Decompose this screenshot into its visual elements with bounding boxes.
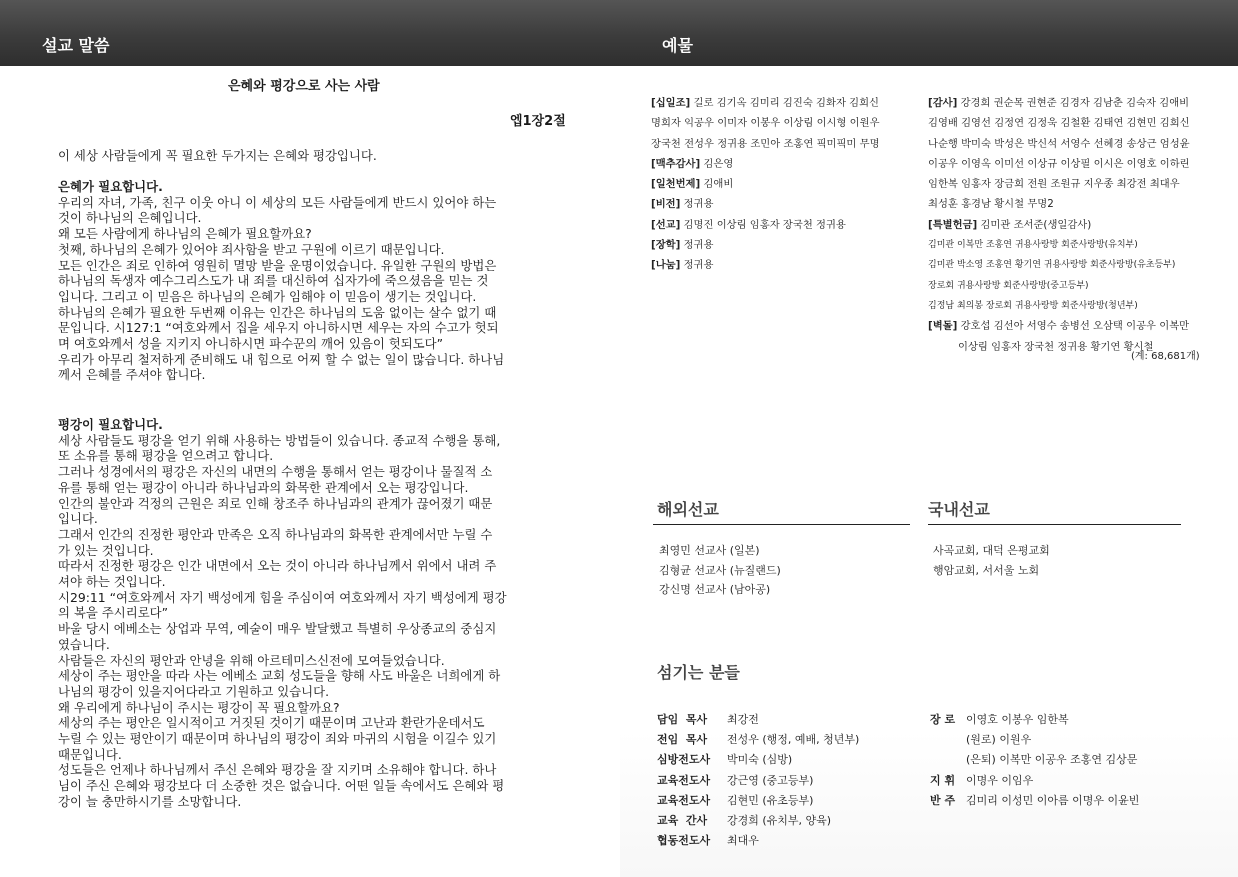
offerings-left-list — [651, 93, 880, 276]
offering-names: 명희자 익공우 이미자 이봉우 이상림 이시형 이원우 — [651, 117, 880, 130]
peace-heading: 평강이 필요합니다. — [58, 417, 163, 432]
staff-row — [657, 811, 859, 831]
offering-names: 최성훈 홍경남 황시철 무명2 — [928, 198, 1054, 211]
peace-line: 그러나 성경에서의 평강은 자신의 내면의 수행을 통해서 얻는 평강이나 물질적 소 — [58, 464, 493, 480]
offering-line — [651, 174, 880, 194]
staff-name: 강경희 (유치부, 양육) — [727, 814, 832, 828]
offering-names: 임한복 임홍자 장금희 전원 조원규 지우종 최강전 최대우 — [928, 178, 1180, 191]
staff-name: 김미리 이성민 이아름 이명우 이윤빈 — [966, 793, 1140, 807]
offerings-total: (계: 68,681개) — [1131, 351, 1200, 362]
staff-row — [657, 831, 859, 851]
staff-row — [657, 730, 859, 750]
grace-line: 첫째, 하나님의 은혜가 있어야 죄사함을 받고 구원에 이르기 때문입니다. — [58, 241, 445, 257]
staff-right-list — [930, 710, 1139, 811]
offering-names: 김영배 김영선 김정연 김정욱 김철환 김태연 김현민 김희신 — [928, 117, 1190, 130]
staff-row — [657, 750, 859, 770]
staff-row — [930, 710, 1139, 730]
offering-line — [651, 134, 880, 154]
staff-name: 전성우 (행정, 예배, 청년부) — [727, 733, 860, 747]
offering-line — [928, 296, 1190, 316]
offering-category: [장학] — [651, 239, 681, 252]
staff-role: 담임 목사 — [657, 713, 708, 726]
offering-line — [651, 154, 880, 174]
offering-line — [651, 215, 880, 235]
staff-role: 교육 간사 — [657, 814, 708, 828]
missionary-item: 강신명 선교사 (남아공) — [659, 583, 771, 596]
grace-line: 우리가 아무리 철저하게 준비해도 내 힘으로 어찌 할 수 없는 일이 많습니다. 하나님 — [58, 351, 505, 367]
grace-line: 문입니다. 시127:1 “여호와께서 집을 세우지 아니하시면 세우는 자의 수고가 헛되 — [58, 320, 499, 336]
grace-line: 입니다. 그리고 이 믿음은 하나님의 은혜가 임해야 이 믿음이 생기는 것입니다. — [58, 288, 477, 304]
grace-line: 하나님의 은혜가 필요한 두번째 이유는 인간은 하나님의 도움 없이는 살수 없기 때 — [58, 304, 497, 320]
offering-category: [벽돌] — [928, 320, 958, 333]
domestic-mission-list — [933, 541, 1050, 580]
offering-line — [651, 255, 880, 275]
peace-line: 또 소유를 통해 평강을 얻으려고 합니다. — [58, 448, 274, 464]
offering-names: 장국천 전성우 정귀용 조민아 조홍연 픽미픽미 무명 — [651, 137, 880, 150]
peace-line: 입니다. — [58, 511, 98, 527]
offering-category: [선교] — [651, 218, 681, 231]
staff-role: 교육전도사 — [657, 793, 711, 807]
peace-line: 누릴 수 있는 평안이기 때문이며 하나님의 평강이 죄와 마귀의 시험을 이길수 있기 — [58, 731, 497, 747]
offering-category: [십일조] — [651, 97, 691, 109]
peace-line: 였습니다. — [58, 636, 110, 652]
mission-church-item: 행암교회, 서서울 노회 — [933, 563, 1040, 577]
offering-category: [맥추감사] — [651, 157, 701, 170]
offering-names: 김명진 이상림 임홍자 장국천 정귀용 — [680, 218, 846, 231]
offering-line — [651, 194, 880, 214]
offering-names: 강호섭 김선아 서영수 송병선 오삼택 이공우 이복만 — [957, 320, 1190, 333]
offering-category: [비전] — [651, 198, 681, 211]
peace-line: 셔야 하는 것입니다. — [58, 574, 166, 590]
offering-line — [928, 316, 1190, 336]
staff-name: 강근영 (중고등부) — [727, 773, 814, 787]
peace-line: 강이 늘 충만하시기를 소망합니다. — [58, 793, 242, 809]
divider — [928, 524, 1181, 525]
divider — [653, 524, 910, 525]
scripture-reference: 엡1장2절 — [510, 114, 566, 129]
domestic-mission-title: 국내선교 — [928, 500, 990, 519]
grace-line: 하나님의 독생자 예수그리스도가 내 죄를 대신하여 십자가에 죽으셨음을 믿는 것 — [58, 273, 489, 289]
offerings-right-list — [928, 93, 1190, 357]
peace-line: 가 있는 것입니다. — [58, 542, 154, 558]
staff-left-list — [657, 710, 859, 851]
grace-line: 며 여호와께서 성을 지키지 아니하시면 파수꾼의 깨어 있음이 헛되도다” — [58, 336, 444, 352]
offering-names: 정귀용 — [680, 259, 714, 272]
grace-line: 우리의 자녀, 가족, 친구 이웃 아니 이 세상의 모든 사람들에게 반드시 있어야 하는 — [58, 194, 497, 210]
staff-row — [930, 730, 1139, 750]
peace-line: 그래서 인간의 진정한 평안과 만족은 오직 하나님과의 화목한 관계에서만 누릴 수 — [58, 526, 493, 542]
staff-name: (은퇴) 이복만 이공우 조홍연 김상문 — [966, 753, 1138, 767]
grace-line: 모든 인간은 죄로 인하여 영원히 멸망 받을 운명이었습니다. 유일한 구원의 방법은 — [58, 257, 497, 273]
grace-line: 왜 모든 사람에게 하나님의 은혜가 필요할까요? — [58, 226, 312, 242]
grace-line: 께서 은혜를 주셔야 합니다. — [58, 367, 206, 383]
offering-line — [928, 134, 1190, 154]
offering-line — [651, 113, 880, 133]
staff-role: 교육전도사 — [657, 773, 711, 787]
staff-role: 전임 목사 — [657, 733, 708, 747]
sermon-intro: 이 세상 사람들에게 꼭 필요한 두가지는 은혜와 평강입니다. — [58, 148, 377, 163]
peace-line: 의 복을 주시리로다” — [58, 605, 169, 621]
grace-section — [58, 179, 572, 383]
peace-line: 바울 당시 에베소는 상업과 무역, 예술이 매우 발달했고 특별히 우상종교의 중심지 — [58, 621, 497, 637]
staff-row — [930, 750, 1139, 770]
staff-name: 최대우 — [727, 834, 759, 848]
peace-line: 세상의 주는 평안은 일시적이고 거짓된 것이기 때문이며 고난과 환란가운데서도 — [58, 715, 485, 731]
overseas-mission-list — [659, 541, 781, 600]
offering-line — [928, 154, 1190, 174]
staff-name: (원로) 이원우 — [966, 733, 1032, 747]
offering-line — [928, 255, 1190, 275]
staff-row — [930, 791, 1139, 811]
staff-name: 이영호 이봉우 임한복 — [966, 713, 1069, 726]
offering-line — [928, 194, 1190, 214]
missionary-item: 김형균 선교사 (뉴질랜드) — [659, 563, 781, 577]
sermon-section-title: 설교 말씀 — [42, 36, 110, 55]
offering-names: 정귀용 — [680, 198, 714, 211]
staff-name: 최강전 — [727, 713, 759, 726]
offering-names: 김정남 최의봉 장로회 귀용사랑방 회준사랑방(청년부) — [928, 300, 1138, 311]
offering-line — [928, 174, 1190, 194]
peace-line: 유를 통해 얻는 평강이 아니라 하나님과의 화목한 관계에서 오는 평강입니다. — [58, 479, 469, 495]
staff-row — [930, 771, 1139, 791]
offering-line — [928, 215, 1190, 235]
offering-names: 김애비 — [700, 178, 734, 191]
offering-category: [일천번제] — [651, 178, 701, 191]
offering-category: [감사] — [928, 97, 958, 109]
staff-row — [657, 771, 859, 791]
header-bar — [0, 0, 1238, 66]
staff-name: 이명우 이임우 — [966, 773, 1034, 787]
staff-row — [657, 791, 859, 811]
peace-line: 세상 사람들도 평강을 얻기 위해 사용하는 방법들이 있습니다. 종교적 수행을 통해, — [58, 432, 501, 448]
staff-role: 장 로 — [930, 713, 956, 726]
staff-row — [657, 710, 859, 730]
overseas-mission-title: 해외선교 — [657, 500, 719, 519]
peace-line: 나님의 평강이 있을지어다라고 기원하고 있습니다. — [58, 683, 330, 699]
staff-title: 섬기는 분들 — [657, 663, 740, 682]
peace-line: 세상이 주는 평안을 따라 사는 에베소 교회 성도들을 향해 사도 바울은 너희에게 하 — [58, 668, 501, 684]
offering-names: 김은영 — [700, 157, 734, 170]
offering-names: 김미관 박소영 조홍연 황기연 귀용사랑방 회준사랑방(유초등부) — [928, 260, 1176, 271]
peace-line: 따라서 진정한 평강은 인간 내면에서 오는 것이 아니라 하나님께서 위에서 내려 주 — [58, 558, 497, 574]
staff-role: 협동전도사 — [657, 834, 711, 848]
staff-role: 지 휘 — [930, 773, 956, 787]
staff-role: 반 주 — [930, 793, 956, 807]
peace-line: 님이 주신 은혜와 평강보다 더 소중한 것은 없습니다. 어떤 일들 속에서도 은혜와 평 — [58, 778, 505, 794]
offering-names: 나순행 박미숙 박성은 박신석 서영수 선혜경 송상근 엄성윤 — [928, 137, 1190, 150]
staff-role: 심방전도사 — [657, 753, 711, 767]
offering-names: 이공우 이영옥 이미선 이상규 이상필 이시은 이영호 이하린 — [928, 157, 1190, 170]
offering-names: 김미관 이복만 조홍연 귀용사랑방 회준사랑방(유치부) — [928, 240, 1138, 251]
offering-line — [928, 113, 1190, 133]
staff-name: 박미숙 (심방) — [727, 753, 793, 767]
offering-category: [특별헌금] — [928, 218, 978, 231]
offering-names: 김미관 조서준(생일감사) — [977, 218, 1092, 231]
peace-line: 인간의 불안과 걱정의 근원은 죄로 인해 창조주 하나님과의 관계가 끊어졌기 때문 — [58, 495, 493, 511]
grace-line: 것이 하나님의 은혜입니다. — [58, 210, 202, 226]
peace-line: 왜 우리에게 하나님이 주시는 평강이 꼭 필요할까요? — [58, 699, 340, 715]
peace-section — [58, 417, 572, 810]
offering-names: 이상림 임홍자 장국천 정귀용 황기연 황시철 — [958, 340, 1154, 353]
peace-line: 시29:11 “여호와께서 자기 백성에게 힘을 주심이여 여호와께서 자기 백성에게 평강 — [58, 589, 507, 605]
offering-section-title: 예물 — [662, 36, 693, 55]
offering-names: 정귀용 — [680, 239, 714, 252]
offering-names: 강경희 권순목 권현준 김경자 김남춘 김숙자 김애비 — [957, 97, 1190, 109]
peace-line: 성도들은 언제나 하나님께서 주신 은혜와 평강을 잘 지키며 소유해야 합니다. 하나 — [58, 762, 497, 778]
missionary-item: 최영민 선교사 (일본) — [659, 544, 760, 557]
offering-category: [나눔] — [651, 259, 681, 272]
offering-line — [928, 235, 1190, 255]
mission-church-item: 사곡교회, 대덕 은평교회 — [933, 544, 1050, 557]
peace-line: 사람들은 자신의 평안과 안녕을 위해 아르테미스신전에 모여들었습니다. — [58, 652, 445, 668]
offering-line — [651, 93, 880, 113]
peace-line: 때문입니다. — [58, 746, 122, 762]
grace-heading: 은혜가 필요합니다. — [58, 179, 163, 194]
offering-line — [928, 93, 1190, 113]
offering-line — [651, 235, 880, 255]
staff-name: 김현민 (유초등부) — [727, 793, 814, 807]
offering-line — [928, 276, 1190, 296]
offering-names: 장로회 귀용사랑방 회준사랑방(중고등부) — [928, 280, 1089, 291]
offering-names: 길로 김기옥 김미리 김진숙 김화자 김희신 — [690, 97, 879, 109]
sermon-title: 은혜와 평강으로 사는 사람 — [228, 79, 380, 94]
